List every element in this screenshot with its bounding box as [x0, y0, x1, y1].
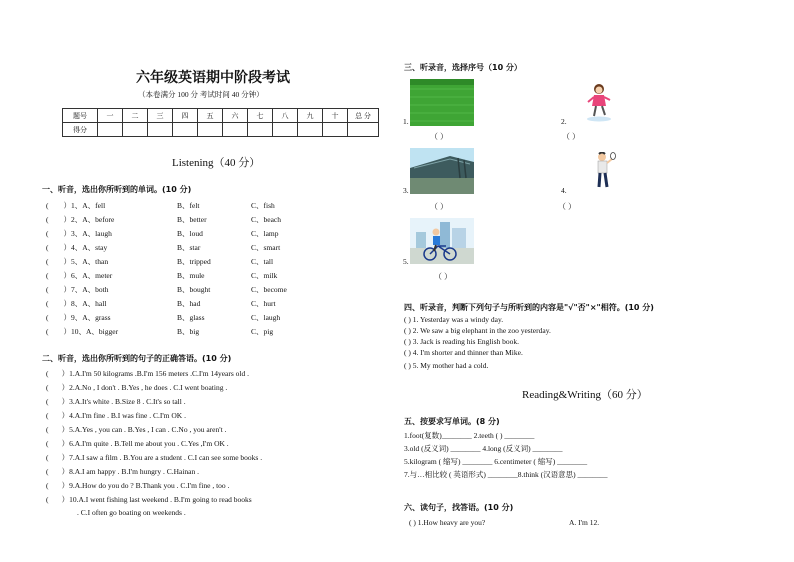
- score-table: [62, 108, 379, 137]
- score-cell: 二: [123, 109, 148, 123]
- option-b: B、better: [177, 215, 207, 224]
- list-item-continuation: . C.I often go boating on weekends .: [77, 508, 186, 517]
- answer-blank-4[interactable]: （ ）: [558, 202, 576, 211]
- score-cell: 五: [198, 109, 223, 123]
- list-item: ( ）2.A.No , I don't . B.Yes , he does . C.I went boating .: [46, 383, 228, 392]
- score-table-score-row: [63, 123, 379, 137]
- list-item: ( ）10、A、bigger: [46, 327, 119, 336]
- score-table-header-row: [63, 109, 379, 123]
- score-cell: 九: [298, 109, 323, 123]
- option-b: B、star: [177, 243, 201, 252]
- pic-label-3: 3.: [403, 186, 409, 195]
- option-b: B、loud: [177, 229, 203, 238]
- option-a: ）6、A、meter: [63, 271, 113, 280]
- option-a: ）1、A、fell: [63, 201, 106, 210]
- answer-blank-2[interactable]: （ ）: [562, 132, 580, 141]
- score-cell: 三: [148, 109, 173, 123]
- girl-skating-picture: [585, 82, 613, 122]
- section3-title: 三、听录音，选择序号（10 分）: [404, 63, 522, 72]
- option-c: C、smart: [251, 243, 281, 252]
- score-input-cell[interactable]: [123, 123, 148, 137]
- answer-blank-5[interactable]: （ ）: [434, 272, 452, 281]
- score-cell: 四: [173, 109, 198, 123]
- list-item: ( ）5.A.Yes , you can . B.Yes , I can . C.No , you aren't .: [46, 425, 227, 434]
- list-item: 7.与…相比较 ( 英语形式) ________8.think (汉语意思) ________: [404, 470, 608, 479]
- option-c: C、beach: [251, 215, 281, 224]
- page-subtitle: （本卷满分 100 分 考试时间 40 分钟）: [138, 90, 264, 99]
- option-c: C、milk: [251, 271, 278, 280]
- option-a: ）4、A、stay: [63, 243, 108, 252]
- list-item: ( ）3.A.It's white . B.Size 8 . C.It's so tall .: [46, 397, 186, 406]
- list-item: ( ）6.A.I'm quite . B.Tell me about you . C.Yes ,I'm OK .: [46, 439, 229, 448]
- list-item: 5.kilogram ( 缩写) ________ 6.centimeter ( 缩写) ________: [404, 457, 588, 466]
- option-c: C、become: [251, 285, 287, 294]
- section6-title: 六、读句子，找答语。(10 分): [404, 503, 514, 512]
- answer-blank-1[interactable]: （ ）: [430, 132, 448, 141]
- option-b: B、mule: [177, 271, 205, 280]
- boy-cycling-picture: [410, 218, 474, 264]
- score-input-cell[interactable]: [323, 123, 348, 137]
- option-a: ）7、A、both: [63, 285, 109, 294]
- option-b: B、big: [177, 327, 200, 336]
- listening-heading: Listening（40 分）: [172, 157, 261, 169]
- option-b: B、glass: [177, 313, 205, 322]
- list-item: ( ）8、A、hall: [46, 299, 107, 308]
- option-a: ）9、A、grass: [63, 313, 111, 322]
- list-item: ( ）9、A、grass: [46, 313, 111, 322]
- option-c: C、hurt: [251, 299, 276, 308]
- option-b: B、tripped: [177, 257, 211, 266]
- option-c: C、lamp: [251, 229, 279, 238]
- score-input-cell[interactable]: [223, 123, 248, 137]
- score-cell: 七: [248, 109, 273, 123]
- list-item: ( ）1、A、fell: [46, 201, 106, 210]
- list-item: ( ）2、A、before: [46, 215, 115, 224]
- list-item: ( ）1.A.I'm 50 kilograms .B.I'm 156 meters .C.I'm 14years old .: [46, 369, 249, 378]
- option-a: ）10、A、bigger: [63, 327, 119, 336]
- reading-writing-heading: Reading&Writing（60 分）: [522, 389, 648, 401]
- pic-label-1: 1.: [403, 117, 409, 126]
- grass-field-picture: [410, 79, 474, 126]
- option-a: ）5、A、than: [63, 257, 109, 266]
- list-item: ( ) 1. Yesterday was a windy day.: [404, 315, 504, 324]
- list-item: ( ）5、A、than: [46, 257, 109, 266]
- list-item: 3.old (反义词) ________ 4.long (反义词) ________: [404, 444, 563, 453]
- list-item: ( ）9.A.How do you do ? B.Thank you . C.I'm fine , too .: [46, 481, 230, 490]
- score-input-cell[interactable]: [348, 123, 379, 137]
- list-item: ( ) 3. Jack is reading his English book.: [404, 337, 519, 346]
- list-item: ( ) 1.How heavy are you?: [409, 518, 486, 527]
- list-item: ( ）7、A、both: [46, 285, 109, 294]
- section1-title: 一、听音，选出你所听到的单词。(10 分): [42, 185, 192, 194]
- score-input-cell[interactable]: [98, 123, 123, 137]
- score-cell: 得分: [63, 123, 98, 137]
- list-item: ( ）4、A、stay: [46, 243, 108, 252]
- list-item: ( ）6、A、meter: [46, 271, 113, 280]
- option-b: B、bought: [177, 285, 211, 294]
- building-picture: [410, 148, 474, 194]
- pic-label-4: 4.: [561, 186, 567, 195]
- option-c: C、laugh: [251, 313, 281, 322]
- option-a: ）2、A、before: [63, 215, 115, 224]
- score-input-cell[interactable]: [298, 123, 323, 137]
- score-cell: 十: [323, 109, 348, 123]
- option-a: ）3、A、laugh: [63, 229, 112, 238]
- option-c: C、fish: [251, 201, 275, 210]
- option-a: ）8、A、hall: [63, 299, 107, 308]
- score-input-cell[interactable]: [148, 123, 173, 137]
- list-item: ( ) 5. My mother had a cold.: [404, 361, 489, 370]
- score-cell: 总 分: [348, 109, 379, 123]
- list-item: ( ）7.A.I saw a film . B.You are a student . C.I can see some books .: [46, 453, 263, 462]
- pic-label-2: 2.: [561, 117, 567, 126]
- score-cell: 六: [223, 109, 248, 123]
- score-cell: 一: [98, 109, 123, 123]
- score-input-cell[interactable]: [273, 123, 298, 137]
- option-b: B、had: [177, 299, 201, 308]
- section5-title: 五、按要求写单词。(8 分): [404, 417, 500, 426]
- score-input-cell[interactable]: [198, 123, 223, 137]
- score-cell: 题号: [63, 109, 98, 123]
- man-badminton-picture: [592, 152, 616, 190]
- answer-option: A. I'm 12.: [569, 518, 600, 527]
- list-item: 1.foot(复数)________ 2.teeth ( ) ________: [404, 431, 535, 440]
- pic-label-5: 5.: [403, 257, 409, 266]
- option-c: C、tall: [251, 257, 274, 266]
- score-cell: 八: [273, 109, 298, 123]
- section2-title: 二、听音，选出你所听到的句子的正确答语。(10 分): [42, 354, 232, 363]
- page-title: 六年级英语期中阶段考试: [136, 70, 290, 86]
- section4-title: 四、听录音，判断下列句子与所听到的内容是"√"否"×"相符。(10 分): [404, 303, 654, 312]
- answer-blank-3[interactable]: （ ）: [430, 202, 448, 211]
- list-item: ( ) 2. We saw a big elephant in the zoo yesterday.: [404, 326, 551, 335]
- list-item: ( ) 4. I'm shorter and thinner than Mike.: [404, 348, 523, 357]
- list-item: ( ）10.A.I went fishing last weekend . B.I'm going to read books: [46, 495, 252, 504]
- option-b: B、felt: [177, 201, 200, 210]
- option-c: C、pig: [251, 327, 274, 336]
- list-item: ( ）8.A.I am happy . B.I'm hungry . C.Hainan .: [46, 467, 199, 476]
- score-input-cell[interactable]: [248, 123, 273, 137]
- score-input-cell[interactable]: [173, 123, 198, 137]
- list-item: ( ）4.A.I'm fine . B.I was fine . C.I'm OK .: [46, 411, 186, 420]
- list-item: ( ）3、A、laugh: [46, 229, 112, 238]
